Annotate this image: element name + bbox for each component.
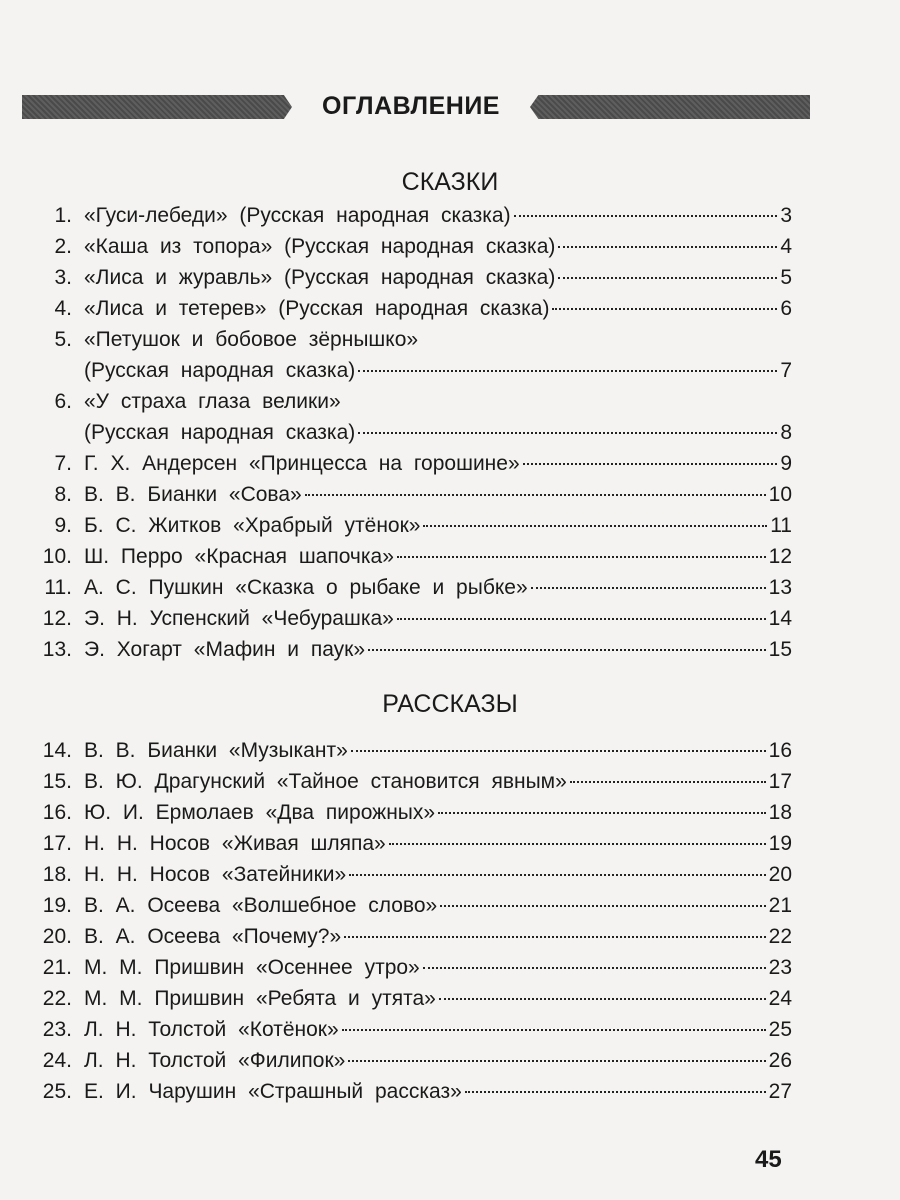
entry-title: Е. И. Чарушин «Страшный рассказ» <box>84 1080 462 1103</box>
entry-page: 7 <box>780 359 792 382</box>
toc-entry <box>30 798 792 828</box>
dot-leader <box>570 781 766 783</box>
dot-leader <box>552 308 777 310</box>
dot-leader <box>423 967 766 969</box>
entry-page: 15 <box>768 638 792 661</box>
entry-page: 10 <box>768 483 792 506</box>
dot-leader <box>349 874 765 876</box>
dot-leader <box>558 246 777 248</box>
entry-title: Ю. И. Ермолаев «Два пирожных» <box>84 801 436 824</box>
entry-page: 9 <box>780 452 792 475</box>
dot-leader <box>344 936 766 938</box>
entry-page: 21 <box>768 894 792 917</box>
page-number: 45 <box>755 1146 782 1173</box>
entry-title: М. М. Пришвин «Осеннее утро» <box>84 956 420 979</box>
entry-title: «Лиса и тетерев» (Русская народная сказка) <box>84 297 550 320</box>
entry-page: 23 <box>768 956 792 979</box>
toc-entry <box>30 604 792 634</box>
toc-entry <box>30 767 792 797</box>
entry-title: В. А. Осеева «Почему?» <box>84 925 342 948</box>
entry-page: 12 <box>768 545 792 568</box>
toc-entry <box>30 891 792 921</box>
dot-leader <box>342 1029 766 1031</box>
entry-page: 24 <box>768 987 792 1010</box>
entry-page: 18 <box>768 801 792 824</box>
entry-number: 3. <box>54 266 72 289</box>
entry-number: 7. <box>54 452 72 475</box>
toc-entry-continuation <box>30 356 792 386</box>
entry-title: В. В. Бианки «Сова» <box>84 483 302 506</box>
entry-title: В. В. Бианки «Музыкант» <box>84 739 348 762</box>
entry-page: 16 <box>768 739 792 762</box>
title-decoration-right <box>530 95 810 119</box>
dot-leader <box>423 525 767 527</box>
entry-title: М. М. Пришвин «Ребята и утята» <box>84 987 436 1010</box>
dot-leader <box>397 618 766 620</box>
entry-title: «Лиса и журавль» (Русская народная сказка) <box>84 266 556 289</box>
entry-title: «У страха глаза велики» <box>84 390 341 413</box>
toc-entry <box>30 387 792 417</box>
entry-title: Н. Н. Носов «Живая шляпа» <box>84 832 386 855</box>
toc-entry <box>30 480 792 510</box>
entry-title: Э. Хогарт «Мафин и паук» <box>84 638 366 661</box>
toc-entry <box>30 1077 792 1107</box>
entry-page: 25 <box>768 1018 792 1041</box>
dot-leader <box>558 277 777 279</box>
entry-title: В. А. Осеева «Волшебное слово» <box>84 894 438 917</box>
entry-title-line2: (Русская народная сказка) <box>84 421 356 444</box>
entry-number: 22. <box>42 987 72 1010</box>
entry-title: Н. Н. Носов «Затейники» <box>84 863 347 886</box>
toc-entry <box>30 201 792 231</box>
toc-entry <box>30 325 792 355</box>
entry-title: А. С. Пушкин «Сказка о рыбаке и рыбке» <box>84 576 528 599</box>
page-title: ОГЛАВЛЕНИЕ <box>322 92 500 120</box>
entry-page: 8 <box>780 421 792 444</box>
toc-entry <box>30 953 792 983</box>
entry-number: 14. <box>42 739 72 762</box>
entry-title: Г. Х. Андерсен «Принцесса на горошине» <box>84 452 520 475</box>
entry-page: 22 <box>768 925 792 948</box>
entry-title: Ш. Перро «Красная шапочка» <box>84 545 394 568</box>
toc-entry-continuation <box>30 418 792 448</box>
toc-entry <box>30 1015 792 1045</box>
toc-entry <box>30 984 792 1014</box>
entry-number: 11. <box>44 576 72 599</box>
section-heading: РАССКАЗЫ <box>382 690 518 718</box>
entry-page: 6 <box>780 297 792 320</box>
toc-entry <box>30 263 792 293</box>
dot-leader <box>465 1091 766 1093</box>
title-decoration-left <box>22 95 292 119</box>
entry-page: 19 <box>768 832 792 855</box>
dot-leader <box>305 494 766 496</box>
dot-leader <box>439 998 766 1000</box>
entry-number: 9. <box>54 514 72 537</box>
entry-page: 26 <box>768 1049 792 1072</box>
entry-title: В. Ю. Драгунский «Тайное становится явным» <box>84 770 567 793</box>
entry-title: Л. Н. Толстой «Котёнок» <box>84 1018 339 1041</box>
entry-page: 11 <box>770 514 792 537</box>
entry-number: 12. <box>42 607 72 630</box>
toc-entry <box>30 1046 792 1076</box>
entry-title: «Каша из топора» (Русская народная сказка) <box>84 235 556 258</box>
entry-number: 21. <box>42 956 72 979</box>
toc-entry <box>30 449 792 479</box>
toc-entry <box>30 511 792 541</box>
entry-title: Э. Н. Успенский «Чебурашка» <box>84 607 394 630</box>
entry-number: 1. <box>54 204 72 227</box>
entry-number: 8. <box>54 483 72 506</box>
toc-entry <box>30 829 792 859</box>
entry-number: 2. <box>54 235 72 258</box>
entry-page: 3 <box>780 204 792 227</box>
entry-number: 4. <box>54 297 72 320</box>
dot-leader <box>358 432 777 434</box>
toc-entry <box>30 736 792 766</box>
dot-leader <box>348 1060 765 1062</box>
entry-page: 20 <box>768 863 792 886</box>
dot-leader <box>351 750 766 752</box>
entry-title-line2: (Русская народная сказка) <box>84 359 356 382</box>
toc-entry <box>30 232 792 262</box>
entry-page: 5 <box>780 266 792 289</box>
section-heading: СКАЗКИ <box>401 168 499 196</box>
dot-leader <box>358 370 777 372</box>
entry-number: 24. <box>42 1049 72 1072</box>
dot-leader <box>397 556 766 558</box>
entry-number: 5. <box>54 328 72 351</box>
dot-leader <box>368 649 766 651</box>
toc-entry <box>30 573 792 603</box>
dot-leader <box>523 463 778 465</box>
toc-entry <box>30 635 792 665</box>
entry-number: 16. <box>42 801 72 824</box>
entry-page: 14 <box>768 607 792 630</box>
toc-entry <box>30 922 792 952</box>
dot-leader <box>531 587 766 589</box>
dot-leader <box>440 905 765 907</box>
entry-number: 13. <box>42 638 72 661</box>
entry-number: 17. <box>42 832 72 855</box>
toc-entry <box>30 294 792 324</box>
toc-entry <box>30 542 792 572</box>
entry-number: 19. <box>42 894 72 917</box>
dot-leader <box>514 215 778 217</box>
entry-number: 15. <box>42 770 72 793</box>
toc-entry <box>30 860 792 890</box>
entry-number: 23. <box>42 1018 72 1041</box>
entry-number: 18. <box>42 863 72 886</box>
entry-page: 27 <box>768 1080 792 1103</box>
entry-number: 10. <box>42 545 72 568</box>
entry-number: 25. <box>42 1080 72 1103</box>
entry-page: 4 <box>780 235 792 258</box>
entry-number: 6. <box>54 390 72 413</box>
entry-title: «Петушок и бобовое зёрнышко» <box>84 328 419 351</box>
entry-number: 20. <box>42 925 72 948</box>
dot-leader <box>389 843 766 845</box>
entry-page: 13 <box>768 576 792 599</box>
entry-title: Л. Н. Толстой «Филипок» <box>84 1049 346 1072</box>
entry-title: Б. С. Житков «Храбрый утёнок» <box>84 514 421 537</box>
entry-title: «Гуси-лебеди» (Русская народная сказка) <box>84 204 511 227</box>
entry-page: 17 <box>768 770 792 793</box>
dot-leader <box>438 812 766 814</box>
